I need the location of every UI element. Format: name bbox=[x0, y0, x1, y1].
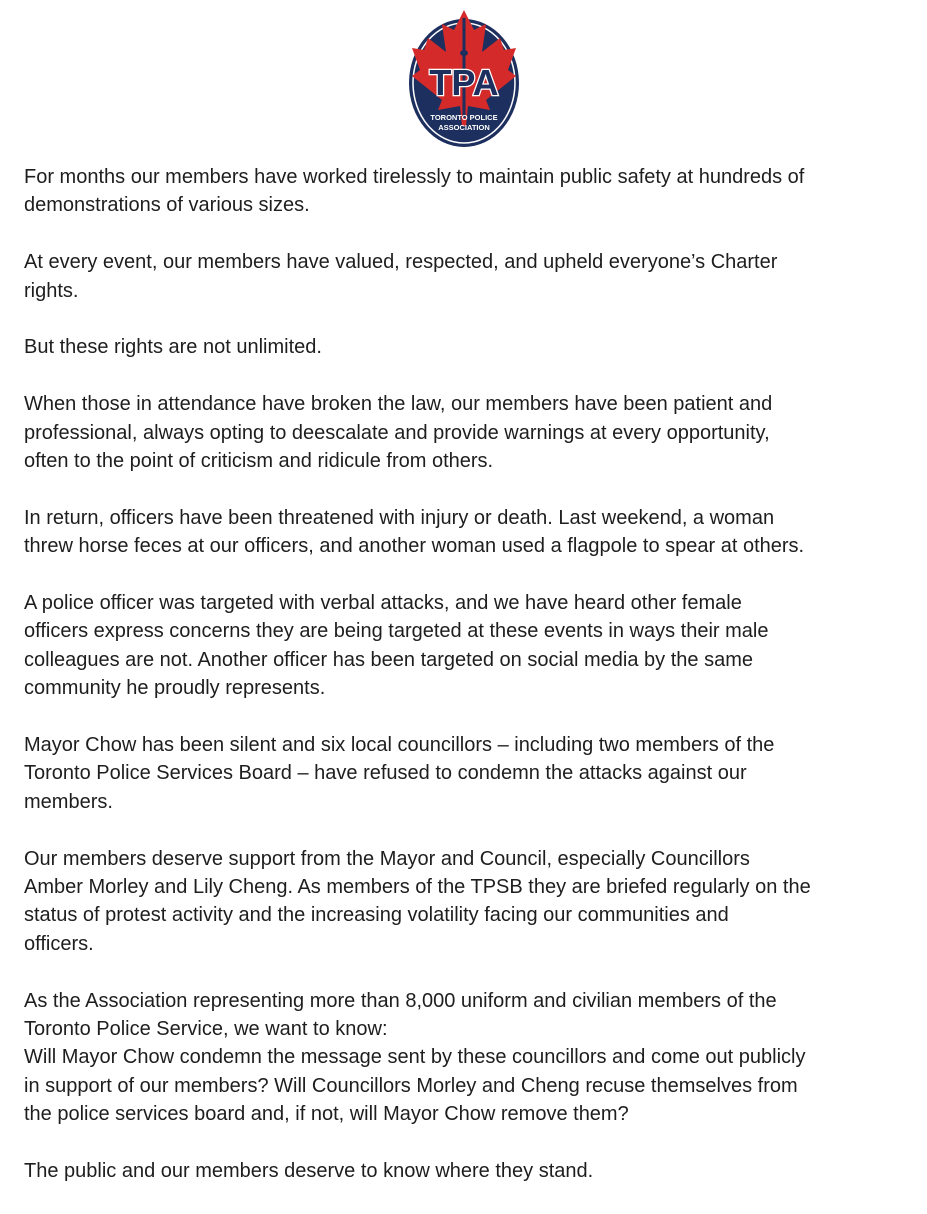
tpa-logo bbox=[406, 8, 522, 150]
paragraph: Mayor Chow has been silent and six local councillors – including two members of the Toronto Police Services Board – have refused to condemn the attacks against our members. bbox=[24, 734, 775, 813]
paragraph: The public and our members deserve to know where they stand. bbox=[24, 1160, 594, 1183]
svg-text:TORONTO POLICE: TORONTO POLICE bbox=[430, 113, 498, 122]
paragraph: For months our members have worked tirelessly to maintain public safety at hundreds of demonstrations of various sizes. bbox=[24, 166, 805, 217]
paragraph: As the Association representing more than 8,000 uniform and civilian members of the Toronto Police Service, we want to know: Will Mayor Chow condemn the message sent by these councillors and come out publicly in support of our members? Will Councillors Morley and Cheng recuse themselves from the police services board and, if not, will Mayor Chow remove them? bbox=[24, 989, 806, 1126]
svg-text:ASSOCIATION: ASSOCIATION bbox=[438, 123, 490, 132]
paragraph: But these rights are not unlimited. bbox=[24, 336, 322, 359]
paragraph: A police officer was targeted with verbal attacks, and we have heard other female officers express concerns they are being targeted at these events in ways their male colleagues are not. Another officer has been targeted on social media by the same community he proudly represents. bbox=[24, 592, 769, 700]
paragraph: At every event, our members have valued, respected, and upheld everyone’s Charter rights. bbox=[24, 251, 778, 302]
paragraph: Our members deserve support from the Mayor and Council, especially Councillors Amber Morley and Lily Cheng. As members of the TPSB they are briefed regularly on the status of protest activity and the increasing volatility facing our communities and officers. bbox=[24, 847, 811, 955]
tpa-logo-emblem bbox=[406, 8, 522, 150]
svg-text:TPA: TPA bbox=[429, 62, 499, 103]
statement-body bbox=[24, 163, 919, 1214]
paragraph: In return, officers have been threatened with injury or death. Last weekend, a woman threw horse feces at our officers, and another woman used a flagpole to spear at others. bbox=[24, 506, 805, 558]
paragraph: When those in attendance have broken the law, our members have been patient and professional, always opting to deescalate and provide warnings at every opportunity, often to the point of criticism and ridicule from others. bbox=[24, 393, 773, 473]
